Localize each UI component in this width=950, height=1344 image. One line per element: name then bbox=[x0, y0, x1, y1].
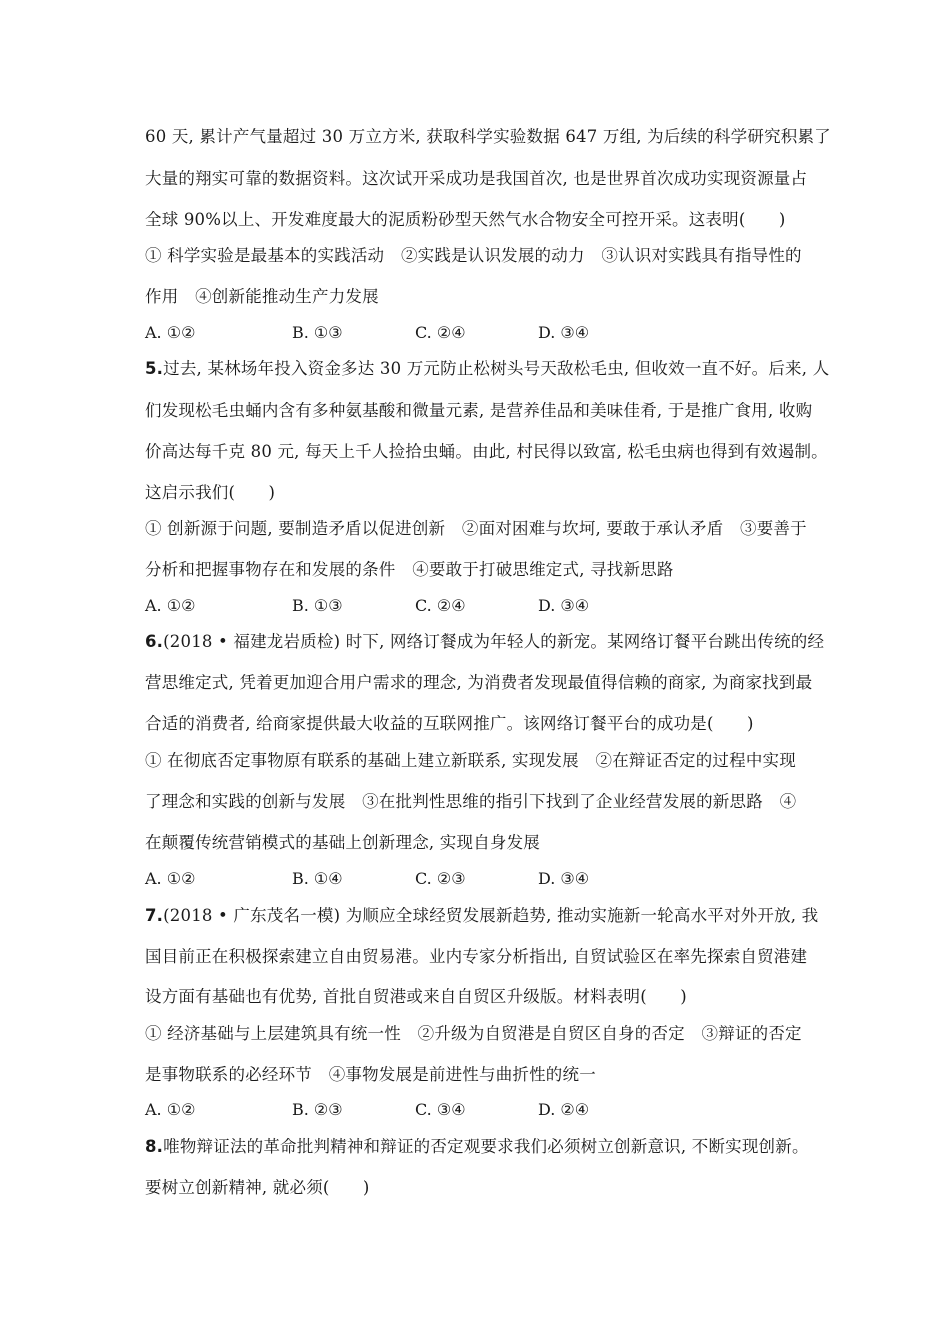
q4-line-2: 大量的翔实可靠的数据资料。这次试开采成功是我国首次, 也是世界首次成功实现资源量占 bbox=[145, 169, 808, 188]
q8-number: 8. bbox=[145, 1137, 164, 1156]
q8-line-2: 要树立创新精神, 就必须( ) bbox=[145, 1178, 370, 1197]
q6-line-1 bbox=[145, 631, 825, 653]
q5-line-1 bbox=[145, 358, 830, 380]
q6-line-6: 在颠覆传统营销模式的基础上创新理念, 实现自身发展 bbox=[145, 833, 540, 852]
q4-option-d[interactable]: D. ③④ bbox=[538, 323, 590, 342]
q6-option-b[interactable]: B. ①④ bbox=[292, 869, 343, 888]
q7-option-a[interactable]: A. ①② bbox=[145, 1100, 196, 1119]
q5-line-2: 们发现松毛虫蛹内含有多种氨基酸和微量元素, 是营养佳品和美味佳肴, 于是推广食用, 收购 bbox=[145, 401, 813, 420]
q7-line-1 bbox=[145, 905, 819, 927]
q4-line-5: 作用 ④创新能推动生产力发展 bbox=[145, 287, 379, 306]
q5-option-c[interactable]: C. ②④ bbox=[415, 596, 466, 615]
q4-line-1: 60 天, 累计产气量超过 30 万立方米, 获取科学实验数据 647 万组, 为后续的科学研究积累了 bbox=[145, 127, 831, 146]
q6-number: 6. bbox=[145, 632, 164, 651]
q6-line-4: ① 在彻底否定事物原有联系的基础上建立新联系, 实现发展 ②在辩证否定的过程中实现 bbox=[145, 751, 796, 770]
q7-option-b[interactable]: B. ②③ bbox=[292, 1100, 343, 1119]
q5-option-b[interactable]: B. ①③ bbox=[292, 596, 343, 615]
q7-option-c[interactable]: C. ③④ bbox=[415, 1100, 466, 1119]
q5-line-1-text: 过去, 某林场年投入资金多达 30 万元防止松树头号天敌松毛虫, 但收效一直不好。后来, 人 bbox=[163, 359, 830, 378]
q5-line-5: ① 创新源于问题, 要制造矛盾以促进创新 ②面对困难与坎坷, 要敢于承认矛盾 ③要善于 bbox=[145, 519, 807, 538]
q7-line-1-text: (2018 • 广东茂名一模) 为顺应全球经贸发展新趋势, 推动实施新一轮高水平对外开放, 我 bbox=[163, 906, 819, 925]
q6-option-a[interactable]: A. ①② bbox=[145, 869, 196, 888]
q6-option-d[interactable]: D. ③④ bbox=[538, 869, 590, 888]
q4-line-3: 全球 90%以上、开发难度最大的泥质粉砂型天然气水合物安全可控开采。这表明( ) bbox=[145, 210, 786, 229]
q5-line-6: 分析和把握事物存在和发展的条件 ④要敢于打破思维定式, 寻找新思路 bbox=[145, 560, 674, 579]
q4-option-c[interactable]: C. ②④ bbox=[415, 323, 466, 342]
q6-line-1-text: (2018 • 福建龙岩质检) 时下, 网络订餐成为年轻人的新宠。某网络订餐平台跳出传统的经 bbox=[163, 632, 825, 651]
q5-option-a[interactable]: A. ①② bbox=[145, 596, 196, 615]
q7-number: 7. bbox=[145, 906, 164, 925]
q7-option-d[interactable]: D. ②④ bbox=[538, 1100, 590, 1119]
q5-line-3: 价高达每千克 80 元, 每天上千人捡拾虫蛹。由此, 村民得以致富, 松毛虫病也得到有效遏制。 bbox=[145, 442, 828, 461]
q8-line-1-text: 唯物辩证法的革命批判精神和辩证的否定观要求我们必须树立创新意识, 不断实现创新。 bbox=[163, 1137, 809, 1156]
q7-line-3: 设方面有基础也有优势, 首批自贸港或来自自贸区升级版。材料表明( ) bbox=[145, 987, 687, 1006]
q6-line-2: 营思维定式, 凭着更加迎合用户需求的理念, 为消费者发现最值得信赖的商家, 为商家找到最 bbox=[145, 673, 813, 692]
q5-option-d[interactable]: D. ③④ bbox=[538, 596, 590, 615]
q8-line-1 bbox=[145, 1136, 810, 1158]
q4-line-4: ① 科学实验是最基本的实践活动 ②实践是认识发展的动力 ③认识对实践具有指导性的 bbox=[145, 246, 802, 265]
q6-line-3: 合适的消费者, 给商家提供最大收益的互联网推广。该网络订餐平台的成功是( ) bbox=[145, 714, 754, 733]
q7-line-5: 是事物联系的必经环节 ④事物发展是前进性与曲折性的统一 bbox=[145, 1065, 596, 1084]
q6-line-5: 了理念和实践的创新与发展 ③在批判性思维的指引下找到了企业经营发展的新思路 ④ bbox=[145, 792, 797, 811]
q5-line-4: 这启示我们( ) bbox=[145, 483, 276, 502]
q6-option-c[interactable]: C. ②③ bbox=[415, 869, 466, 888]
q4-option-a[interactable]: A. ①② bbox=[145, 323, 196, 342]
q7-line-2: 国目前正在积极探索建立自由贸易港。业内专家分析指出, 自贸试验区在率先探索自贸港建 bbox=[145, 947, 808, 966]
q4-option-b[interactable]: B. ①③ bbox=[292, 323, 343, 342]
q5-number: 5. bbox=[145, 359, 164, 378]
q7-line-4: ① 经济基础与上层建筑具有统一性 ②升级为自贸港是自贸区自身的否定 ③辩证的否定 bbox=[145, 1024, 802, 1043]
